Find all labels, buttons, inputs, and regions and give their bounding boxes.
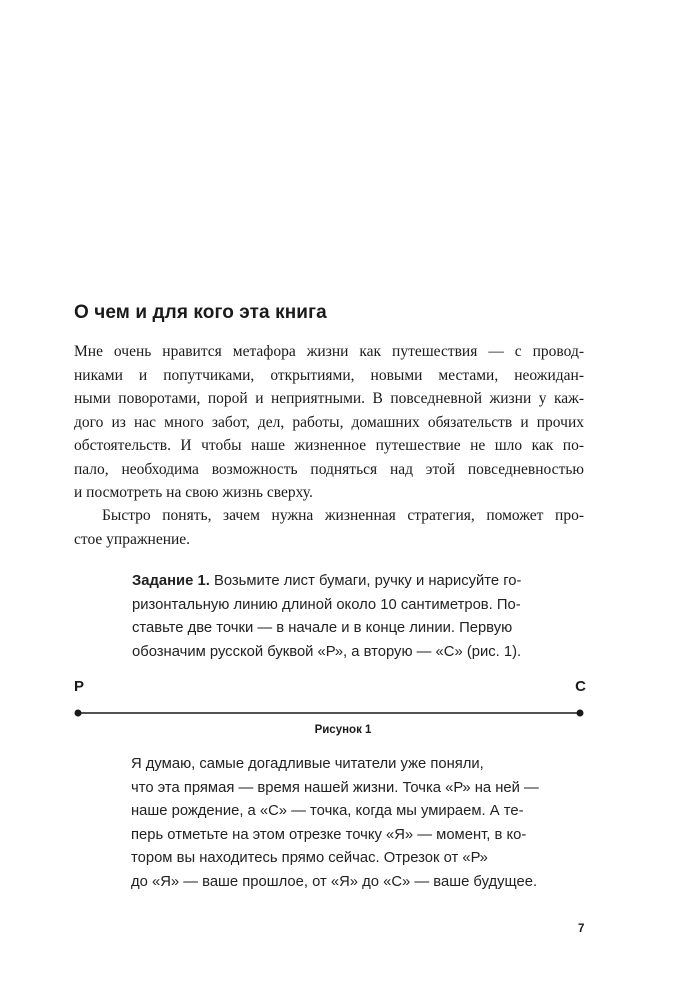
text-line: пало, необходима возможность подняться над этой повседневностью: [74, 460, 584, 478]
figure-caption: Рисунок 1: [314, 724, 372, 736]
task-title: Задание 1.: [132, 573, 210, 589]
text-line: никами и попутчиками, открытиями, новыми местами, неожидан-: [74, 366, 584, 384]
text-line: и посмотреть на свою жизнь сверху.: [74, 484, 313, 501]
task-text: Возьмите лист бумаги, ручку и нарисуйте го-: [209, 573, 522, 589]
task-line: ризонтальную линию длиной около 10 сантиметров. По-: [132, 596, 521, 613]
commentary-line: перь отметьте на этом отрезке точку «Я» — момент, в ко-: [131, 826, 527, 843]
commentary-block: [131, 753, 586, 894]
commentary-line: до «Я» — ваше прошлое, от «Я» до «С» — ваше будущее.: [131, 873, 538, 890]
text-line: Быстро понять, зачем нужна жизненная стратегия, поможет про-: [102, 507, 584, 524]
label-birth: Р: [74, 678, 85, 695]
text-line: стое упражнение.: [74, 530, 191, 548]
commentary-line: что эта прямая — время нашей жизни. Точка «Р» на ней —: [131, 779, 539, 796]
lifeline-figure: [74, 707, 586, 719]
text-line: ными поворотами, порой и неприятными. В повседневной жизни у каж-: [74, 390, 584, 407]
task-first-line: [132, 570, 584, 594]
commentary-line: тором вы находитесь прямо сейчас. Отрезок от «Р»: [131, 850, 488, 866]
task-line: обозначим русской буквой «Р», а вторую — «С» (рис. 1).: [132, 643, 522, 660]
label-death: С: [575, 678, 586, 695]
text-line: обстоятельств. И чтобы наше жизненное путешествие не шло как по-: [74, 437, 584, 454]
task-block: [132, 570, 584, 664]
text-line: Мне очень нравится метафора жизни как путешествия — с провод-: [74, 343, 584, 360]
start-point: [75, 710, 82, 717]
commentary-line: Я думаю, самые догадливые читатели уже поняли,: [131, 756, 484, 772]
task-line: ставьте две точки — в начале и в конце линии. Первую: [132, 620, 513, 636]
exercise-intro-paragraph: [74, 504, 584, 551]
section-heading: О чем и для кого эта книга: [74, 302, 327, 323]
end-point: [577, 710, 584, 717]
text-line: дого из нас много забот, дел, работы, домашних обязательств и прочих: [74, 413, 584, 431]
commentary-line: наше рождение, а «С» — точка, когда мы умираем. А те-: [131, 803, 524, 819]
page-number: 7: [578, 923, 585, 935]
intro-paragraph: [74, 340, 584, 505]
